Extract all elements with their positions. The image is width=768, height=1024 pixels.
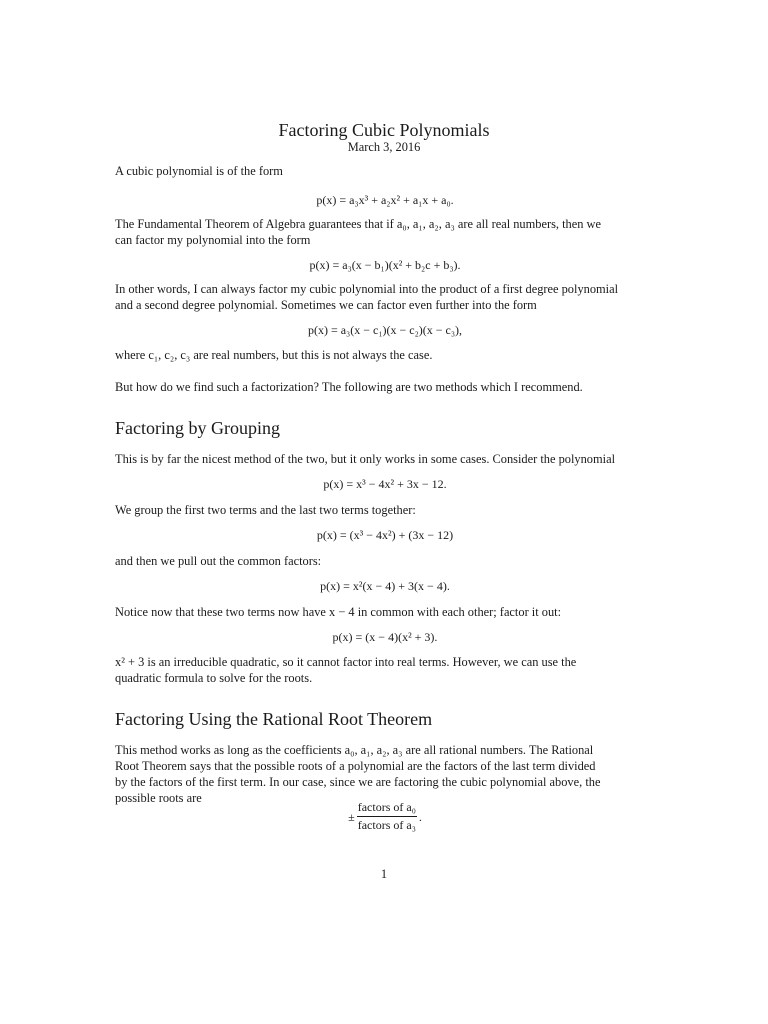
section-heading-rational-root: Factoring Using the Rational Root Theorem: [115, 709, 433, 729]
grouping-paragraph-4: Notice now that these two terms now have x − 4 in common with each other; factor it out:: [115, 605, 562, 619]
document-date: March 3, 2016: [347, 140, 421, 154]
fraction-denominator: factors of a₃: [357, 818, 416, 832]
grouping-paragraph-2: We group the first two terms and the last two terms together:: [115, 503, 416, 517]
paragraph-line: Root Theorem says that the possible roots of a polynomial are the factors of the last term divided: [115, 759, 596, 773]
paragraph-line: by the factors of the first term. In our case, since we are factoring the cubic polynomial above, the: [115, 775, 601, 789]
section-heading-grouping: Factoring by Grouping: [115, 418, 280, 438]
equation-example-polynomial: p(x) = x³ − 4x² + 3x − 12.: [323, 477, 447, 491]
paragraph-line: and a second degree polynomial. Sometimes we can factor even further into the form: [115, 298, 537, 312]
equation-factored-result: p(x) = (x − 4)(x² + 3).: [332, 630, 438, 644]
document-title: Factoring Cubic Polynomials: [278, 120, 490, 140]
grouping-paragraph-5: [115, 654, 655, 686]
equation-possible-roots: [115, 800, 655, 833]
page-number: 1: [380, 867, 388, 881]
fraction-numerator: factors of a₀: [357, 800, 417, 817]
intro-paragraph-2: [115, 216, 655, 248]
equation-three-linear-factors: p(x) = a₃(x − c₁)(x − c₂)(x − c₃),: [307, 323, 463, 337]
equation-common-factors: p(x) = x²(x − 4) + 3(x − 4).: [320, 579, 450, 593]
grouping-paragraph-3: and then we pull out the common factors:: [115, 554, 322, 568]
plus-minus-sign: ±: [348, 809, 355, 824]
paragraph-line: The Fundamental Theorem of Algebra guarantees that if a₀, a₁, a₂, a₃ are all real numbers, then we: [115, 217, 601, 231]
paragraph-line: In other words, I can always factor my cubic polynomial into the product of a first degree polynomial: [115, 282, 619, 296]
fraction-period: .: [418, 809, 422, 824]
paragraph-line: quadratic formula to solve for the roots.: [115, 671, 313, 685]
rational-paragraph-1: [115, 742, 655, 806]
equation-grouped-terms: p(x) = (x³ − 4x²) + (3x − 12): [316, 528, 454, 542]
fraction: [357, 800, 417, 833]
intro-paragraph-5: But how do we find such a factorization? The following are two methods which I recommend.: [115, 380, 583, 394]
intro-paragraph-1: A cubic polynomial is of the form: [115, 164, 283, 178]
fraction-expression: [348, 800, 422, 833]
paragraph-line: x² + 3 is an irreducible quadratic, so it cannot factor into real terms. However, we can use the: [115, 655, 577, 669]
equation-linear-quadratic-form: p(x) = a₃(x − b₁)(x² + b₂c + b₃).: [309, 258, 461, 272]
paragraph-line: possible roots are: [115, 791, 202, 805]
intro-paragraph-3: [115, 281, 655, 313]
paragraph-line: This method works as long as the coefficients a₀, a₁, a₂, a₃ are all rational numbers. The Rational: [115, 743, 594, 757]
equation-cubic-form: p(x) = a₃x³ + a₂x² + a₁x + a₀.: [316, 193, 454, 207]
paragraph-line: can factor my polynomial into the form: [115, 233, 311, 247]
grouping-paragraph-1: This is by far the nicest method of the two, but it only works in some cases. Consider the polynomial: [115, 452, 616, 466]
intro-paragraph-4: where c₁, c₂, c₃ are real numbers, but this is not always the case.: [115, 348, 433, 362]
